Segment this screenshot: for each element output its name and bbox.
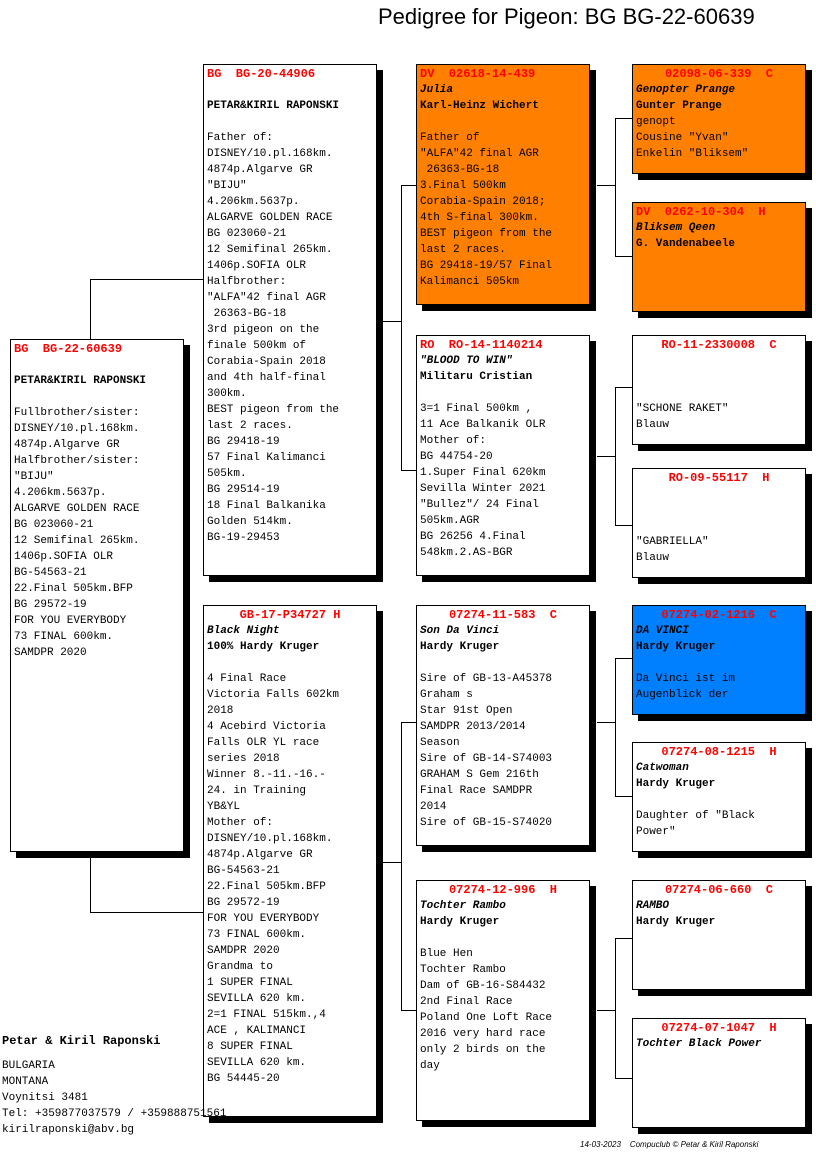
- connector-line: [383, 321, 401, 322]
- pigeon-info: Da Vinci ist im Augenblick der: [636, 673, 736, 701]
- pigeon-name: Bliksem Qeen: [636, 222, 716, 234]
- breeder-name: Petar & Kiril Raponski: [2, 1034, 161, 1048]
- ring-number: GB-17-P34727 H: [239, 608, 341, 622]
- connector-line: [383, 862, 401, 863]
- pigeon-info: 4 Final Race Victoria Falls 602km 2018 4 Acebird Victoria Falls OLR YL race series 2018 Winner 8.-11.-16.- 24. in Training YB&YL Mother of: DISNEY/10.pl.168km. 4874p.Algarve GR BG-54563-21 22.Final 505km.BFP BG 29572-19 FOR YOU EVERYBODY 73 FINAL 600km. SAMDPR 2020 Grandma to 1 SUPER FINAL SEVILLA 620 km. 2=1 FINAL 515km.,4 ACE , KALIMANCI 8 SUPER FINAL SEVILLA 620 km. BG 54445-20: [207, 673, 340, 1085]
- father-mother-father-card[interactable]: [632, 335, 806, 445]
- page-title: Pedigree for Pigeon: BG BG-22-60639: [378, 4, 755, 29]
- connector-line: [597, 456, 615, 457]
- pigeon-name: Son Da Vinci: [420, 625, 500, 637]
- pigeon-name: Genopter Prange: [636, 84, 736, 96]
- connector-line: [615, 387, 633, 388]
- pigeon-info: Daughter of "Black Power": [636, 810, 755, 838]
- connector-line: [615, 1078, 633, 1079]
- ring-number: 07274-08-1215 H: [661, 745, 777, 759]
- owner-name: Hardy Kruger: [636, 641, 716, 653]
- pigeon-name: RAMBO: [636, 900, 670, 912]
- connector-line: [615, 658, 633, 659]
- connector-line: [401, 470, 417, 471]
- breeder-address: BULGARIA MONTANA Voynitsi 3481 Tel: +359877037579 / +359888751561 kirilraponski@abv.bg: [2, 1060, 227, 1136]
- owner-name: PETAR&KIRIL RAPONSKI: [14, 375, 147, 387]
- mother-mother-mother-card[interactable]: [632, 1018, 806, 1128]
- ring-number: 07274-12-996 H: [448, 883, 558, 897]
- connector-line: [615, 387, 616, 525]
- pigeon-info: "SCHONE RAKET" Blauw: [636, 403, 729, 431]
- pigeon-name: Tochter Rambo: [420, 900, 506, 912]
- ring-number: BG BG-20-44906: [207, 67, 316, 81]
- pigeon-info: Sire of GB-13-A45378 Graham s Star 91st Open SAMDPR 2013/2014 Season Sire of GB-14-S74003 GRAHAM S Gem 216th Final Race SAMDPR 2014 Sire of GB-15-S74020: [420, 673, 553, 829]
- owner-name: Hardy Kruger: [636, 916, 716, 928]
- connector-line: [401, 722, 417, 723]
- connector-line: [615, 525, 633, 526]
- connector-line: [615, 938, 633, 939]
- ring-number: 07274-02-1216 C: [661, 608, 777, 622]
- pigeon-name: "BLOOD TO WIN": [420, 355, 513, 367]
- ring-number: RO RO-14-1140214: [420, 338, 543, 352]
- pigeon-name: Tochter Black Power: [636, 1038, 762, 1050]
- father-card[interactable]: [203, 64, 377, 576]
- connector-line: [615, 256, 633, 257]
- mother-mother-father-card[interactable]: [632, 880, 806, 990]
- owner-name: Hardy Kruger: [636, 778, 716, 790]
- ring-number: 07274-06-660 C: [664, 883, 774, 897]
- owner-name: Militaru Cristian: [420, 371, 533, 383]
- ring-number: DV 02618-14-439: [420, 67, 536, 81]
- connector-line: [597, 185, 615, 186]
- connector-line: [597, 1010, 615, 1011]
- owner-name: Hardy Kruger: [420, 641, 500, 653]
- print-stamp: 14-03-2023 Compuclub © Petar & Kiril Raponski: [580, 1140, 759, 1149]
- ring-number: BG BG-22-60639: [14, 342, 123, 356]
- connector-line: [401, 185, 402, 470]
- owner-name: Hardy Kruger: [420, 916, 500, 928]
- father-mother-mother-card[interactable]: [632, 468, 806, 578]
- mother-father-mother-card[interactable]: [632, 742, 806, 852]
- subject-card[interactable]: [10, 339, 184, 852]
- mother-father-card[interactable]: [416, 605, 590, 846]
- ring-number: RO-11-2330008 C: [661, 338, 777, 352]
- mother-mother-card[interactable]: [416, 880, 590, 1121]
- father-mother-card[interactable]: [416, 335, 590, 576]
- connector-line: [90, 279, 204, 280]
- ring-number: 02098-06-339 C: [664, 67, 774, 81]
- connector-line: [597, 722, 615, 723]
- pigeon-name: DA VINCI: [636, 625, 689, 637]
- owner-name: Gunter Prange: [636, 100, 722, 112]
- ring-number: DV 0262-10-304 H: [636, 205, 766, 219]
- pigeon-info: Blue Hen Tochter Rambo Dam of GB-16-S84432 2nd Final Race Poland One Loft Race 2016 very hard race only 2 birds on the day: [420, 948, 553, 1072]
- connector-line: [90, 858, 91, 912]
- connector-line: [615, 796, 633, 797]
- connector-line: [401, 722, 402, 1010]
- connector-line: [615, 118, 633, 119]
- pigeon-info: Fullbrother/sister: DISNEY/10.pl.168km. 4874p.Algarve GR Halfbrother/sister: "BIJU" 4.206km.5637p. ALGARVE GOLDEN RACE BG 023060-21 12 Semifinal 265km. 1406p.SOFIA OLR BG-54563-21 22.Final 505km.BFP BG 29572-19 FOR YOU EVERYBODY 73 FINAL 600km. SAMDPR 2020: [14, 407, 140, 659]
- pigeon-info: genopt Cousine "Yvan" Enkelin "Bliksem": [636, 116, 749, 160]
- ring-number: RO-09-55117 H: [668, 471, 770, 485]
- mother-card[interactable]: [203, 605, 377, 1117]
- father-father-father-card[interactable]: [632, 64, 806, 174]
- owner-name: PETAR&KIRIL RAPONSKI: [207, 100, 340, 112]
- father-father-card[interactable]: [416, 64, 590, 305]
- pigeon-info: Father of: DISNEY/10.pl.168km. 4874p.Algarve GR "BIJU" 4.206km.5637p. ALGARVE GOLDEN RACE BG 023060-21 12 Semifinal 265km. 1406p.SOFIA OLR Halfbrother: "ALFA"42 final AGR 26363-BG-18 3rd pigeon on the finale 500km of Corabia-Spain 2018 and 4th half-final 300km. BEST pigeon from the last 2 races. BG 29418-19 57 Final Kalimanci 505km. BG 29514-19 18 Final Balkanika Golden 514km. BG-19-29453: [207, 132, 340, 544]
- father-father-mother-card[interactable]: [632, 202, 806, 312]
- mother-father-father-card[interactable]: [632, 605, 806, 715]
- ring-number: 07274-11-583 C: [448, 608, 558, 622]
- owner-name: Karl-Heinz Wichert: [420, 100, 539, 112]
- connector-line: [401, 185, 417, 186]
- connector-line: [615, 938, 616, 1078]
- owner-name: G. Vandenabeele: [636, 238, 736, 250]
- owner-name: 100% Hardy Kruger: [207, 641, 320, 653]
- pigeon-info: Father of "ALFA"42 final AGR 26363-BG-18 3.Final 500km Corabia-Spain 2018; 4th S-final 300km. BEST pigeon from the last 2 races. BG 29418-19/57 Final Kalimanci 505km: [420, 132, 553, 288]
- connector-line: [615, 118, 616, 256]
- connector-line: [615, 658, 616, 796]
- pigeon-name: Black Night: [207, 625, 280, 637]
- connector-line: [401, 1010, 417, 1011]
- pigeon-info: 3=1 Final 500km , 11 Ace Balkanik OLR Mother of: BG 44754-20 1.Super Final 620km Sevilla Winter 2021 "Bullez"/ 24 Final 505km.AGR BG 26256 4.Final 548km.2.AS-BGR: [420, 403, 546, 559]
- pigeon-name: Catwoman: [636, 762, 689, 774]
- connector-line: [90, 279, 91, 339]
- ring-number: 07274-07-1047 H: [661, 1021, 777, 1035]
- connector-line: [90, 912, 204, 913]
- pigeon-name: Julia: [420, 84, 454, 96]
- pigeon-info: "GABRIELLA" Blauw: [636, 536, 709, 564]
